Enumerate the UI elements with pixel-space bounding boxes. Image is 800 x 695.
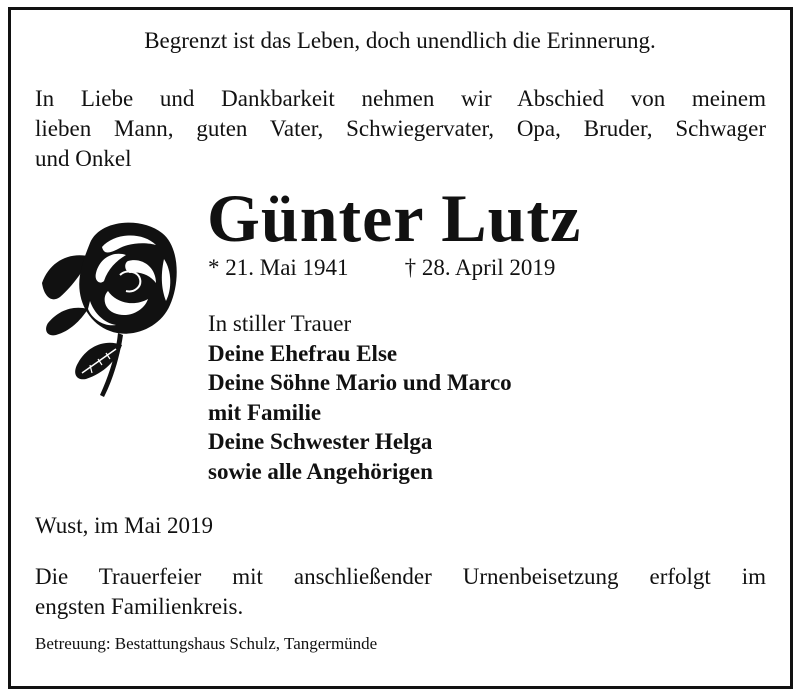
- mourner-line: sowie alle Angehörigen: [208, 458, 433, 484]
- funeral-line-1: Die Trauerfeier mit anschließender Urnenbeisetzung erfolgt im: [35, 564, 766, 589]
- birth-date: * 21. Mai 1941: [208, 255, 349, 280]
- funeral-notice: [35, 562, 766, 622]
- motto: Begrenzt ist das Leben, doch unendlich die Erinnerung.: [144, 28, 656, 53]
- mourners-block: [208, 309, 512, 486]
- intro-line-1: In Liebe und Dankbarkeit nehmen wir Abschied von meinem: [35, 86, 766, 111]
- mourner-line: mit Familie: [208, 399, 322, 425]
- intro-line-2: lieben Mann, guten Vater, Schwiegervater, Opa, Bruder, Schwager: [35, 116, 766, 141]
- funeral-line-2: engsten Familienkreis.: [35, 594, 244, 619]
- mourners-heading: In stiller Trauer: [208, 311, 352, 336]
- intro-line-3: und Onkel: [35, 146, 132, 171]
- rose-icon: [30, 213, 200, 413]
- place-date: Wust, im Mai 2019: [35, 513, 213, 538]
- intro-text: [35, 84, 766, 174]
- deceased-name: Günter Lutz: [207, 180, 582, 256]
- mourner-line: Deine Söhne Mario und Marco: [208, 370, 512, 395]
- mourner-line: Deine Schwester Helga: [208, 429, 433, 454]
- death-date: † 28. April 2019: [404, 255, 556, 280]
- funeral-home-credit: Betreuung: Bestattungshaus Schulz, Tangermünde: [35, 634, 378, 653]
- mourner-line: Deine Ehefrau Else: [208, 340, 398, 366]
- life-dates: [208, 255, 555, 281]
